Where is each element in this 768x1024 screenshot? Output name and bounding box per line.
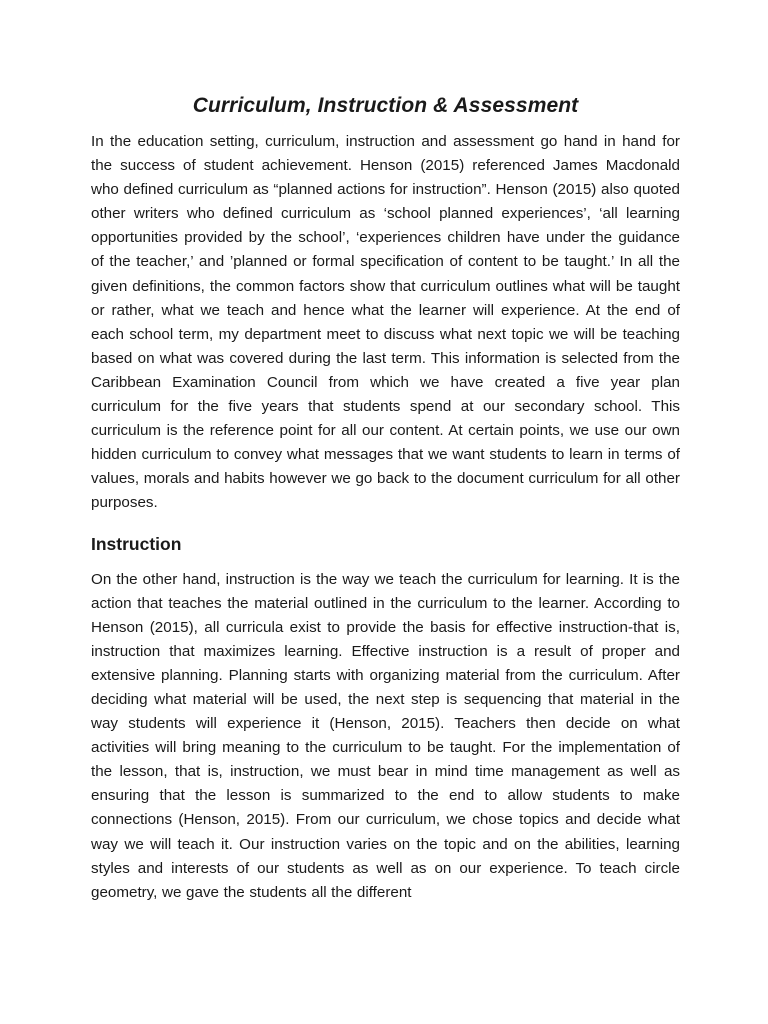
document-title: Curriculum, Instruction & Assessment	[192, 94, 579, 117]
intro-paragraph: In the education setting, curriculum, instruction and assessment go hand in hand for the success of student achievement. Henson (2015) referenced James Macdonald who defined curriculum as “planned actions for instruction”. Henson (2015) also quoted other writers who defined curriculum as ‘school planned experiences’, ‘all learning opportunities provided by the school’, ‘experiences children have under the guidance of the teacher,’ and ’planned or formal specification of content to be taught.’ In all the given definitions, the common factors show that curriculum outlines what will be taught or rather, what we teach and hence what the learner will experience. At the end of each school term, my department meet to discuss what next topic we will be teaching based on what was covered during the last term. This information is selected from the Caribbean Examination Council from which we have created a five year plan curriculum for the five years that students spend at our secondary school. This curriculum is the reference point for all our content. At certain points, we use our own hidden curriculum to convey what messages that we want students to learn in terms of values, morals and habits however we go back to the document curriculum for all other purposes.	[91, 133, 680, 512]
instruction-paragraph: On the other hand, instruction is the way we teach the curriculum for learning. It is the action that teaches the material outlined in the curriculum to the learner. According to Henson (2015), all curricula exist to provide the basis for effective instruction-that is, instruction that maximizes learning. Effective instruction is a result of proper and extensive planning. Planning starts with organizing material from the curriculum. After deciding what material will be used, the next step is sequencing that material in the way students will experience it (Henson, 2015). Teachers then decide on what activities will bring meaning to the curriculum to be taught. For the implementation of the lesson, that is, instruction, we must bear in mind time management as well as ensuring that the lesson is summarized to the end to allow students to make connections (Henson, 2015). From our curriculum, we chose topics and decide what way we will teach it. Our instruction varies on the topic and on the abilities, learning styles and interests of our students as well as on our experience. To teach circle geometry, we gave the students all the different	[91, 570, 680, 901]
section-heading-instruction: Instruction	[91, 533, 182, 554]
